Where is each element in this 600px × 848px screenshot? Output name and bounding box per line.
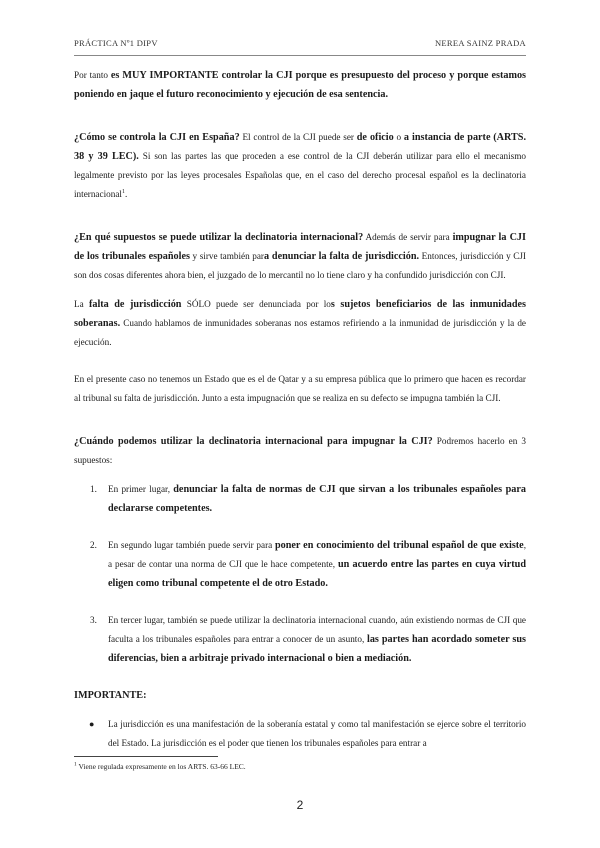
text-run: Además de servir para	[363, 232, 453, 242]
question-heading: ¿Cuándo podemos utilizar la declinatoria internacional para impugnar la CJI?	[74, 436, 433, 447]
list-item	[74, 536, 526, 593]
highlight-run: impugnar la CJI de los tribunales españoles	[74, 232, 526, 262]
paragraph	[74, 370, 526, 408]
highlight-run: falta de jurisdicción	[88, 299, 182, 310]
list-item	[74, 611, 526, 668]
text-run: SÓLO puede ser denunciada por lo	[181, 299, 331, 309]
footnote-text: Viene regulada expresamente en los ARTS. 63-66 LEC.	[76, 762, 246, 771]
text-run: En segundo lugar también puede servir para	[108, 540, 275, 550]
list-number: 1.	[90, 484, 97, 494]
text-run: .	[124, 189, 128, 199]
section-title: IMPORTANTE:	[74, 690, 147, 701]
text-run: En el presente caso no tenemos un Estado que es el de Qatar y a su empresa pública que lo primero que hacen es recordar al tribunal su falta de jurisdicción. Junto a esta impugnación que se realiza en su defecto se impugna también la CJI.	[74, 374, 526, 403]
highlight-run: es MUY IMPORTANTE controlar la CJI porque es presupuesto del proceso y porque estamos poniendo en jaque el futuro reconocimiento y ejecución de esa sentencia.	[74, 70, 527, 100]
footnote-separator	[74, 756, 218, 757]
list-number: 3.	[90, 615, 97, 625]
text-run: Podremos hacerlo en 3 supuestos:	[74, 436, 526, 465]
header-rule	[74, 55, 526, 56]
paragraph	[74, 66, 526, 104]
text-run: La jurisdicción es una manifestación de la soberanía estatal y como tal manifestación se ejerce sobre el territorio del Estado. La jurisdicción es el poder que tienen los tribunales españoles para entrar a	[108, 719, 526, 748]
header-left: PRÁCTICA Nº1 DIPV	[74, 38, 158, 48]
page-number: 2	[296, 798, 304, 812]
highlight-run: (ARTS. 38 y 39 LEC).	[74, 132, 527, 162]
highlight-run: de oficio	[356, 132, 394, 143]
highlight-run: s sujetos beneficiarios de las inmunidades soberanas.	[74, 299, 526, 329]
text-run: o	[393, 132, 404, 142]
text-run: Cuando hablamos de inmunidades soberanas nos estamos refiriendo a la inmunidad de jurisdicción y la de ejecución.	[74, 318, 526, 347]
text-run: El control de la CJI puede ser	[239, 132, 357, 142]
page-header	[74, 38, 526, 48]
list-item	[74, 715, 526, 753]
text-run: , a pesar de contar una norma de CJI que le hace competente,	[108, 540, 526, 569]
paragraph	[74, 228, 526, 285]
highlight-run: a instancia de parte	[403, 132, 491, 143]
footnote	[74, 762, 246, 771]
paragraph	[74, 432, 526, 470]
paragraph	[74, 128, 526, 204]
footnote-ref[interactable]: 1	[121, 188, 125, 195]
question-heading: ¿Cómo se controla la CJI en España?	[74, 132, 240, 143]
text-run: y sirve también par	[189, 251, 264, 261]
list-item	[74, 480, 526, 518]
bullet-icon: ●	[89, 719, 95, 729]
paragraph	[74, 295, 526, 352]
highlight-run: poner en conocimiento del tribunal español de que existe	[274, 540, 524, 551]
highlight-run: las partes han acordado someter sus diferencias, bien a arbitraje privado internacional o bien a mediación.	[108, 634, 527, 664]
text-run: En primer lugar,	[108, 484, 174, 494]
text-run: Por tanto	[74, 70, 111, 80]
highlight-run: un acuerdo entre las partes en cuya virtud eligen como tribunal competente el de otro Estado.	[108, 559, 526, 589]
bullet-list	[74, 715, 526, 753]
header-right: NEREA SAINZ PRADA	[434, 38, 526, 48]
highlight-run: denunciar la falta de normas de CJI que sirvan a los tribunales españoles para declararse competentes.	[108, 484, 526, 514]
highlight-run: a denunciar la falta de jurisdicción.	[264, 251, 420, 262]
list-number: 2.	[90, 540, 97, 550]
text-run: La	[74, 299, 89, 309]
document-body	[74, 66, 526, 753]
text-run: En tercer lugar, también se puede utilizar la declinatoria internacional cuando, aún existiendo normas de CJI que faculta a los tribunales españoles para entrar a conocer de un asunto,	[108, 615, 526, 644]
footnote-number: 1	[74, 761, 77, 768]
question-heading: ¿En qué supuestos se puede utilizar la declinatoria internacional?	[74, 232, 364, 243]
text-run: Si son las partes las que proceden a ese control de la CJI deberán utilizar para ello el mecanismo legalmente previsto por las leyes procesales Españolas que, en el caso del derecho procesal español es la declinatoria internacional	[74, 151, 526, 199]
numbered-list	[74, 480, 526, 668]
text-run: Entonces, jurisdicción y CJI son dos cosas diferentes ahora bien, el juzgado de lo mercantil no lo tiene claro y ha confundido jurisdicción con CJI.	[74, 251, 526, 280]
